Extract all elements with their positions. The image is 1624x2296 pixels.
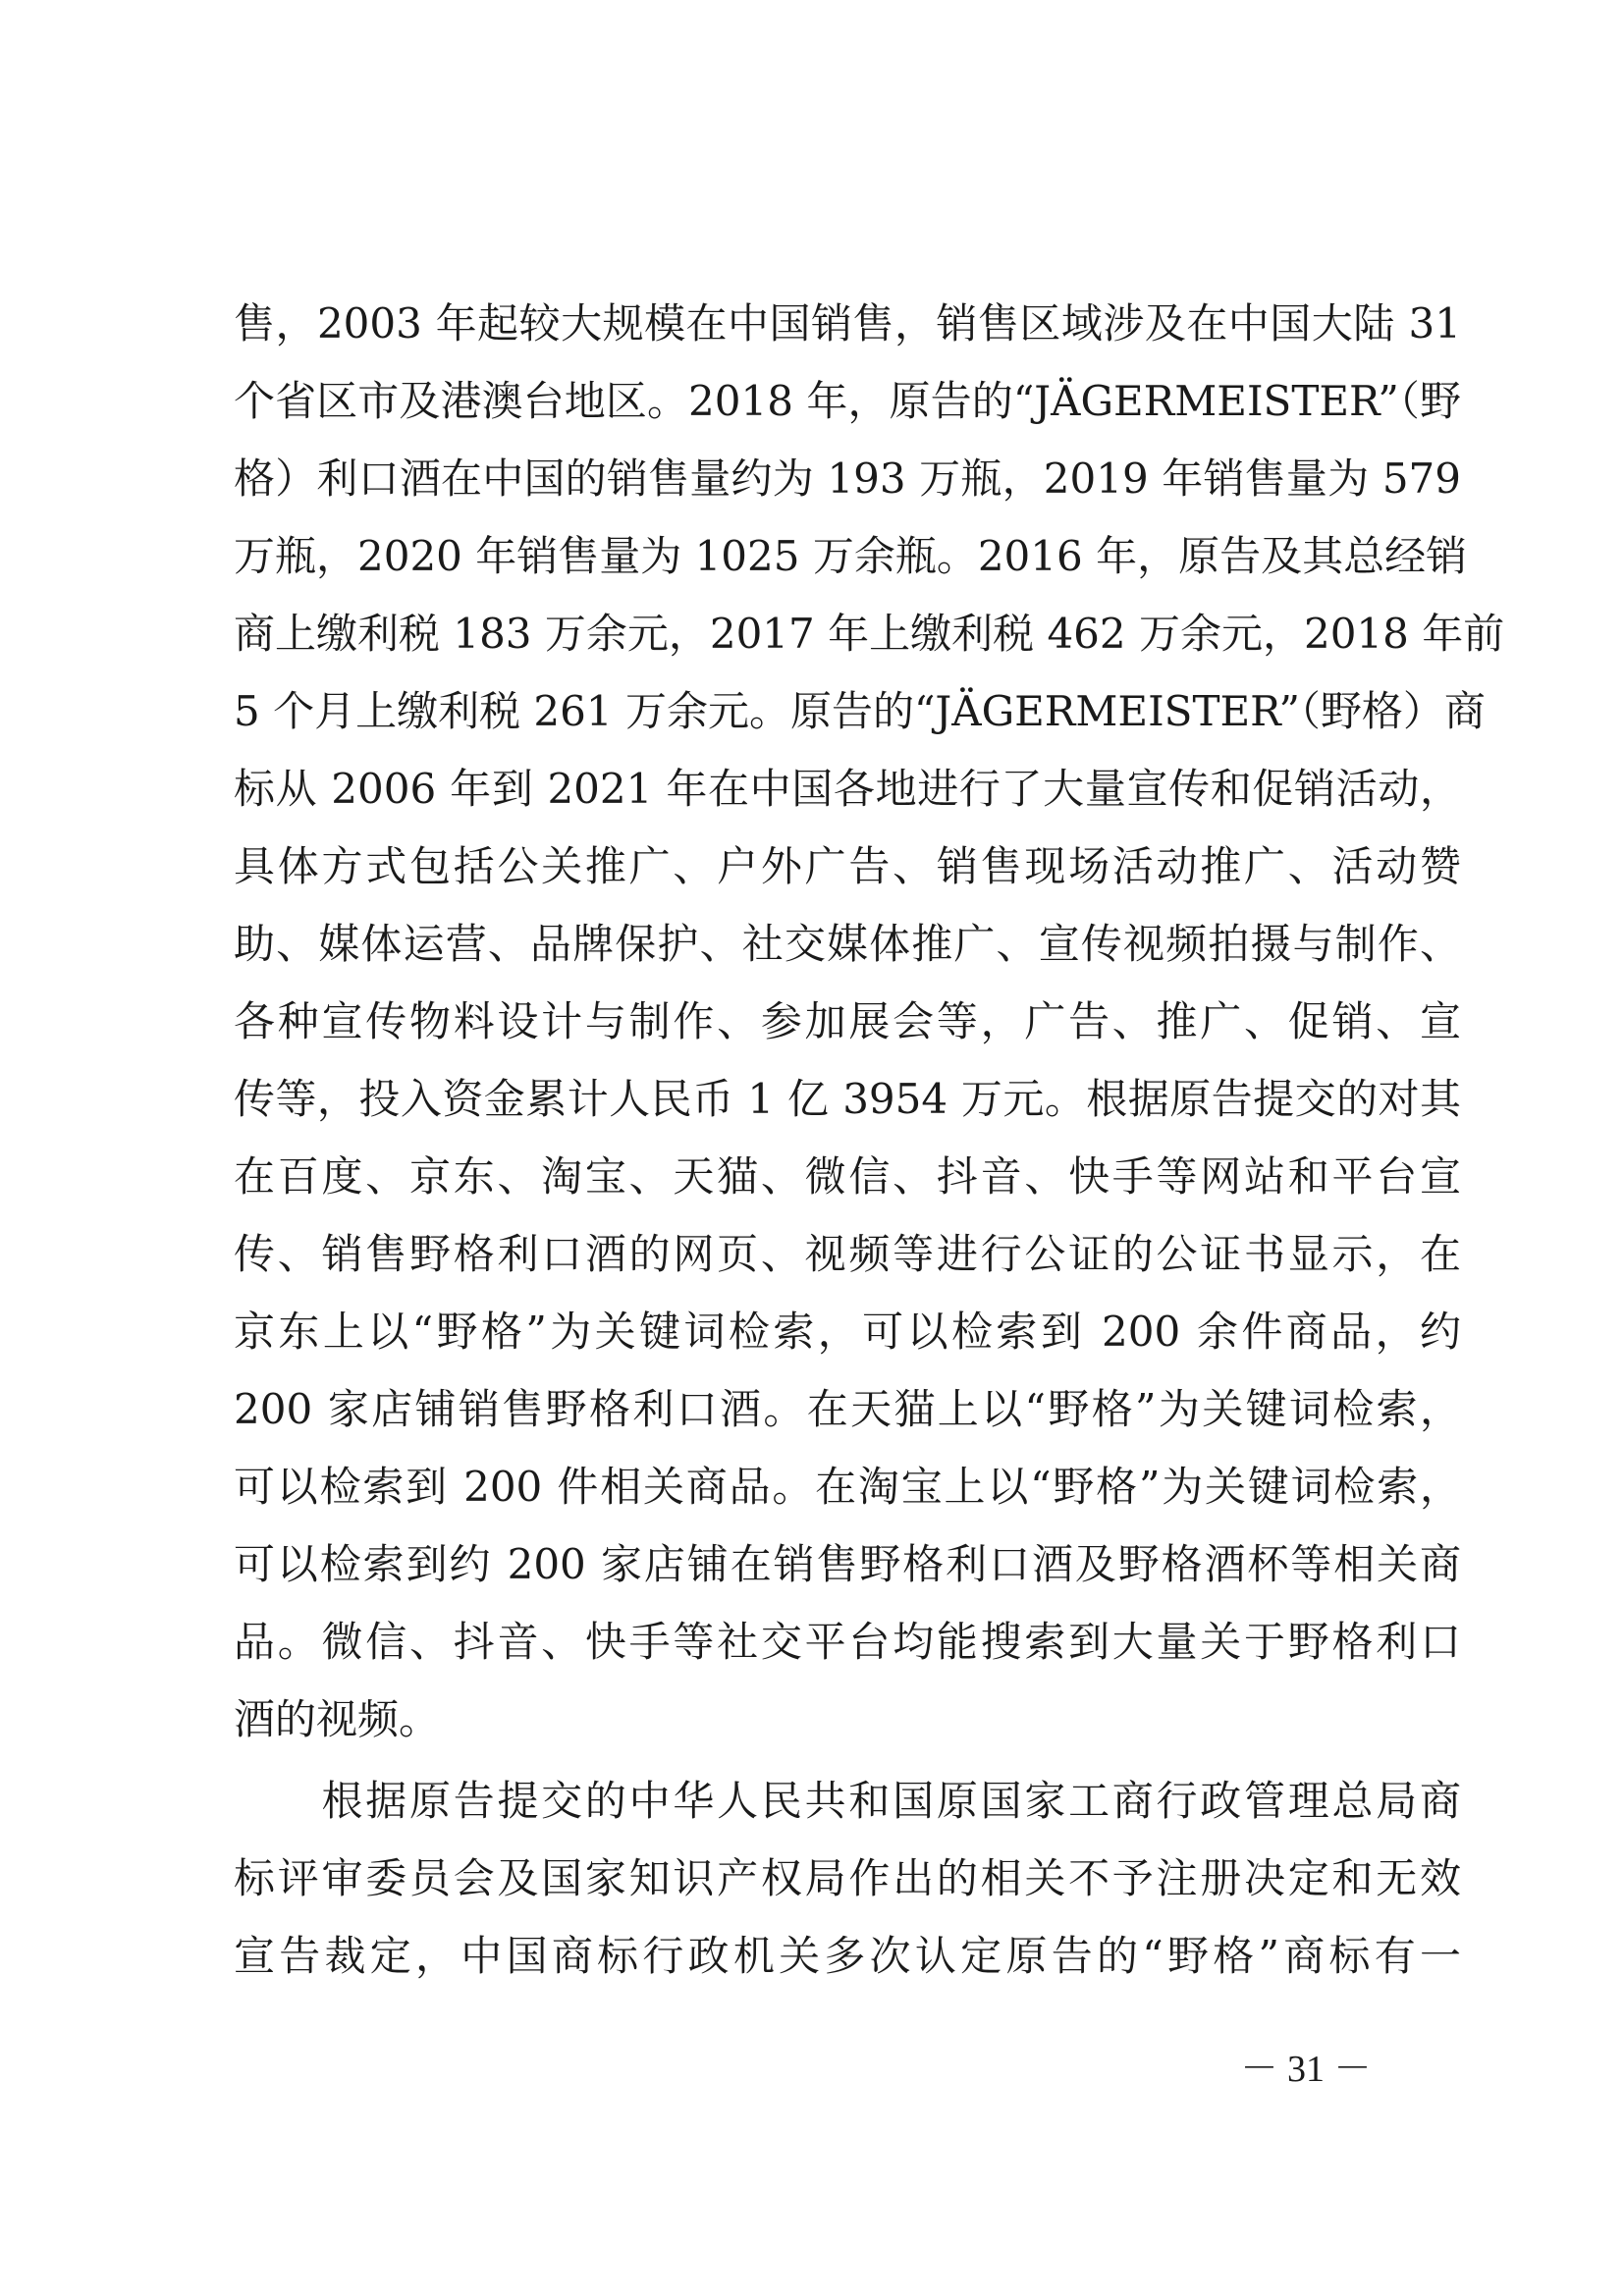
text-line: 格）利口酒在中国的销售量约为 193 万瓶，2019 年销售量为 579 (234, 454, 1461, 503)
text-line: 各种宣传物料设计与制作、参加展会等，广告、推广、促销、宣 (234, 997, 1461, 1045)
body-text (234, 285, 1505, 1995)
text-line: 标评审委员会及国家知识产权局作出的相关不予注册决定和无效 (234, 1854, 1461, 1902)
text-line: 售，2003 年起较大规模在中国销售，销售区域涉及在中国大陆 31 (234, 299, 1461, 347)
text-line: 品。微信、抖音、快手等社交平台均能搜索到大量关于野格利口 (234, 1618, 1461, 1666)
paragraph-2 (234, 1762, 1461, 1995)
text-line: 根据原告提交的中华人民共和国原国家工商行政管理总局商 (234, 1777, 1461, 1825)
text-line: 传等，投入资金累计人民币 1 亿 3954 万元。根据原告提交的对其 (234, 1075, 1461, 1123)
text-line: 传、销售野格利口酒的网页、视频等进行公证的公证书显示，在 (234, 1230, 1461, 1278)
text-line: 具体方式包括公关推广、户外广告、销售现场活动推广、活动赞 (234, 842, 1461, 890)
page-number: － 31 － (1240, 2049, 1372, 2090)
text-line: 酒的视频。 (234, 1695, 441, 1743)
paragraph-1 (234, 285, 1505, 1758)
text-line: 可以检索到约 200 家店铺在销售野格利口酒及野格酒杯等相关商 (234, 1540, 1461, 1588)
text-line: 京东上以“野格”为关键词检索，可以检索到 200 余件商品，约 (234, 1308, 1461, 1356)
text-line: 万瓶，2020 年销售量为 1025 万余瓶。2016 年，原告及其总经销 (234, 532, 1468, 580)
text-line: 5 个月上缴利税 261 万余元。原告的“JÄGERMEISTER”（野格）商 (234, 687, 1486, 735)
text-line: 商上缴利税 183 万余元，2017 年上缴利税 462 万余元，2018 年前 (234, 610, 1505, 658)
text-line: 个省区市及港澳台地区。2018 年，原告的“JÄGERMEISTER”（野 (234, 377, 1461, 425)
text-line: 可以检索到 200 件相关商品。在淘宝上以“野格”为关键词检索， (234, 1463, 1461, 1511)
text-line: 助、媒体运营、品牌保护、社交媒体推广、宣传视频拍摄与制作、 (234, 920, 1461, 968)
text-line: 宣告裁定，中国商标行政机关多次认定原告的“野格”商标有一 (234, 1932, 1461, 1980)
text-line: 200 家店铺销售野格利口酒。在天猫上以“野格”为关键词检索， (234, 1385, 1461, 1433)
text-line: 标从 2006 年到 2021 年在中国各地进行了大量宣传和促销活动， (234, 765, 1461, 813)
text-line: 在百度、京东、淘宝、天猫、微信、抖音、快手等网站和平台宣 (234, 1152, 1461, 1201)
